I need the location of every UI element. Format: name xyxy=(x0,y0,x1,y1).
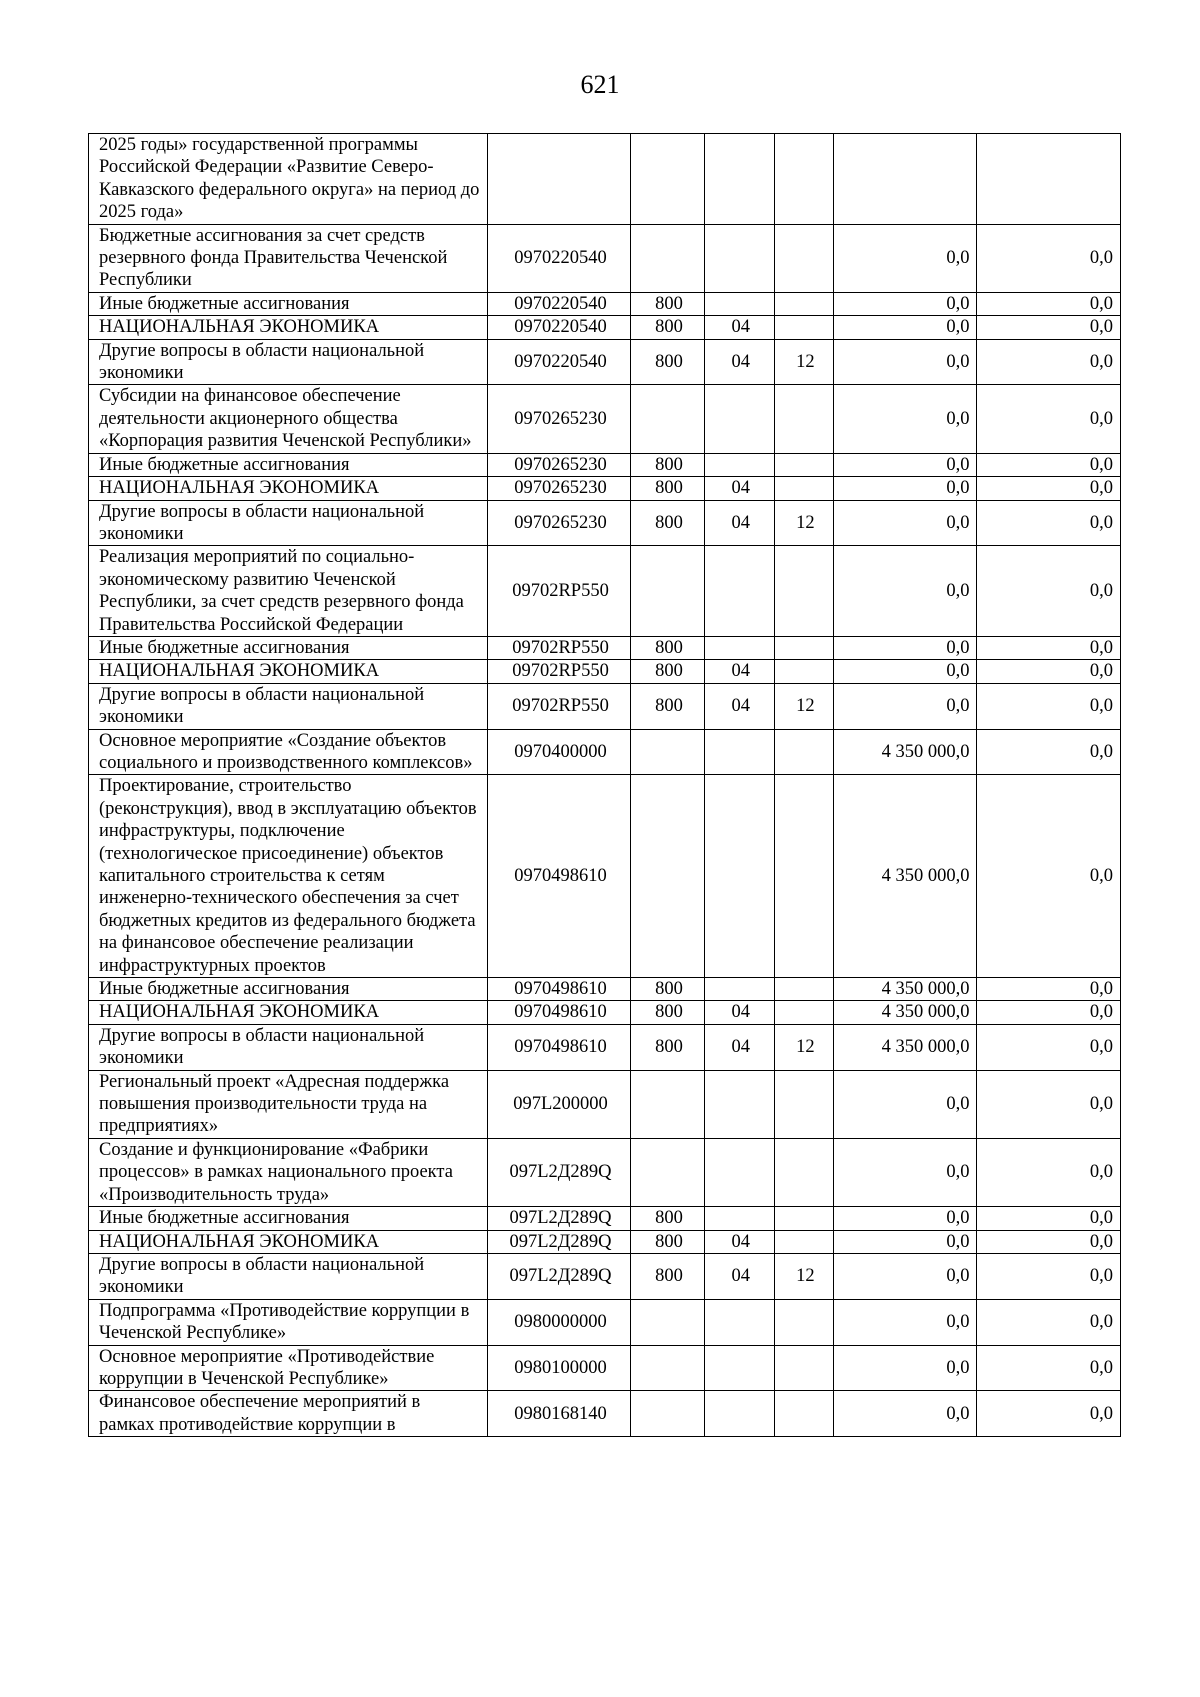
target-code: 097L2Д289Q xyxy=(487,1230,631,1253)
table-row xyxy=(89,500,1121,546)
section-code xyxy=(704,1299,774,1345)
subsection-code xyxy=(774,1138,833,1206)
amount-year-2: 0,0 xyxy=(977,660,1121,683)
subsection-code xyxy=(774,1230,833,1253)
section-code xyxy=(704,546,774,637)
target-code: 097L2Д289Q xyxy=(487,1138,631,1206)
expense-type-code xyxy=(631,729,704,775)
expense-type-code: 800 xyxy=(631,316,704,339)
expense-type-code xyxy=(631,385,704,453)
target-code: 0970220540 xyxy=(487,292,631,315)
expense-type-code xyxy=(631,1299,704,1345)
amount-year-2: 0,0 xyxy=(977,683,1121,729)
expense-type-code xyxy=(631,546,704,637)
amount-year-2: 0,0 xyxy=(977,339,1121,385)
table-row xyxy=(89,660,1121,683)
target-code: 09702RP550 xyxy=(487,683,631,729)
section-code xyxy=(704,775,774,978)
amount-year-2: 0,0 xyxy=(977,1253,1121,1299)
section-code xyxy=(704,1391,774,1437)
amount-year-2 xyxy=(977,134,1121,225)
table-row xyxy=(89,477,1121,500)
expense-type-code xyxy=(631,1138,704,1206)
table-row xyxy=(89,1345,1121,1391)
target-code: 0980000000 xyxy=(487,1299,631,1345)
row-name: Реализация мероприятий по социально-экономическому развитию Чеченской Республики, за счет средств резервного фонда Правительства Российской Федерации xyxy=(89,546,488,637)
amount-year-1: 0,0 xyxy=(833,1138,977,1206)
row-name: Другие вопросы в области национальной экономики xyxy=(89,339,488,385)
section-code xyxy=(704,729,774,775)
budget-table xyxy=(88,133,1121,1437)
row-name: Бюджетные ассигнования за счет средств резервного фонда Правительства Чеченской Республики xyxy=(89,224,488,292)
amount-year-1: 0,0 xyxy=(833,636,977,659)
target-code: 09702RP550 xyxy=(487,660,631,683)
amount-year-1: 0,0 xyxy=(833,292,977,315)
subsection-code xyxy=(774,224,833,292)
table-row xyxy=(89,453,1121,476)
row-name: Иные бюджетные ассигнования xyxy=(89,978,488,1001)
expense-type-code xyxy=(631,1070,704,1138)
section-code: 04 xyxy=(704,1253,774,1299)
expense-type-code xyxy=(631,1391,704,1437)
subsection-code xyxy=(774,385,833,453)
row-name: НАЦИОНАЛЬНАЯ ЭКОНОМИКА xyxy=(89,1230,488,1253)
amount-year-1: 0,0 xyxy=(833,660,977,683)
table-row xyxy=(89,729,1121,775)
row-name: Основное мероприятие «Создание объектов социального и производственного комплексов» xyxy=(89,729,488,775)
section-code xyxy=(704,1138,774,1206)
amount-year-2: 0,0 xyxy=(977,636,1121,659)
row-name: Региональный проект «Адресная поддержка повышения производительности труда на предприятиях» xyxy=(89,1070,488,1138)
subsection-code xyxy=(774,660,833,683)
subsection-code xyxy=(774,1391,833,1437)
section-code xyxy=(704,1070,774,1138)
expense-type-code: 800 xyxy=(631,500,704,546)
expense-type-code: 800 xyxy=(631,339,704,385)
table-row xyxy=(89,683,1121,729)
expense-type-code: 800 xyxy=(631,477,704,500)
target-code: 0970400000 xyxy=(487,729,631,775)
subsection-code xyxy=(774,729,833,775)
amount-year-1: 4 350 000,0 xyxy=(833,1001,977,1024)
row-name: Другие вопросы в области национальной экономики xyxy=(89,1253,488,1299)
subsection-code xyxy=(774,316,833,339)
subsection-code xyxy=(774,1207,833,1230)
target-code: 0970498610 xyxy=(487,1001,631,1024)
amount-year-1: 0,0 xyxy=(833,1230,977,1253)
subsection-code xyxy=(774,1070,833,1138)
row-name: Финансовое обеспечение мероприятий в рамках противодействие коррупции в xyxy=(89,1391,488,1437)
row-name: Создание и функционирование «Фабрики процессов» в рамках национального проекта «Производительность труда» xyxy=(89,1138,488,1206)
amount-year-2: 0,0 xyxy=(977,385,1121,453)
expense-type-code: 800 xyxy=(631,1207,704,1230)
table-row xyxy=(89,775,1121,978)
row-name: Другие вопросы в области национальной экономики xyxy=(89,683,488,729)
target-code: 0970498610 xyxy=(487,775,631,978)
table-row xyxy=(89,316,1121,339)
amount-year-2: 0,0 xyxy=(977,1207,1121,1230)
target-code: 0970265230 xyxy=(487,477,631,500)
expense-type-code: 800 xyxy=(631,978,704,1001)
target-code: 0970220540 xyxy=(487,339,631,385)
subsection-code xyxy=(774,292,833,315)
target-code: 09702RP550 xyxy=(487,636,631,659)
row-name: Субсидии на финансовое обеспечение деятельности акционерного общества «Корпорация развития Чеченской Республики» xyxy=(89,385,488,453)
page-number: 621 xyxy=(580,70,620,99)
amount-year-1: 0,0 xyxy=(833,1391,977,1437)
section-code: 04 xyxy=(704,316,774,339)
amount-year-2: 0,0 xyxy=(977,1070,1121,1138)
row-name: НАЦИОНАЛЬНАЯ ЭКОНОМИКА xyxy=(89,316,488,339)
section-code: 04 xyxy=(704,1024,774,1070)
target-code: 0970220540 xyxy=(487,224,631,292)
section-code: 04 xyxy=(704,683,774,729)
expense-type-code: 800 xyxy=(631,453,704,476)
amount-year-1: 4 350 000,0 xyxy=(833,978,977,1001)
subsection-code xyxy=(774,1001,833,1024)
target-code: 0970498610 xyxy=(487,1024,631,1070)
amount-year-1: 0,0 xyxy=(833,1299,977,1345)
target-code: 0980168140 xyxy=(487,1391,631,1437)
amount-year-1: 0,0 xyxy=(833,1253,977,1299)
table-row xyxy=(89,339,1121,385)
section-code: 04 xyxy=(704,660,774,683)
subsection-code: 12 xyxy=(774,339,833,385)
amount-year-1: 0,0 xyxy=(833,477,977,500)
subsection-code: 12 xyxy=(774,683,833,729)
section-code: 04 xyxy=(704,339,774,385)
row-name: НАЦИОНАЛЬНАЯ ЭКОНОМИКА xyxy=(89,1001,488,1024)
expense-type-code: 800 xyxy=(631,1230,704,1253)
table-row xyxy=(89,1024,1121,1070)
expense-type-code xyxy=(631,134,704,225)
row-name: Подпрограмма «Противодействие коррупции в Чеченской Республике» xyxy=(89,1299,488,1345)
amount-year-2: 0,0 xyxy=(977,316,1121,339)
target-code: 0980100000 xyxy=(487,1345,631,1391)
section-code: 04 xyxy=(704,500,774,546)
target-code xyxy=(487,134,631,225)
subsection-code xyxy=(774,477,833,500)
subsection-code xyxy=(774,546,833,637)
amount-year-1: 0,0 xyxy=(833,683,977,729)
amount-year-1: 0,0 xyxy=(833,1207,977,1230)
section-code: 04 xyxy=(704,477,774,500)
target-code: 0970265230 xyxy=(487,453,631,476)
section-code xyxy=(704,453,774,476)
subsection-code xyxy=(774,134,833,225)
subsection-code xyxy=(774,1345,833,1391)
amount-year-2: 0,0 xyxy=(977,1345,1121,1391)
subsection-code xyxy=(774,453,833,476)
target-code: 0970265230 xyxy=(487,385,631,453)
expense-type-code xyxy=(631,775,704,978)
section-code xyxy=(704,385,774,453)
amount-year-1: 0,0 xyxy=(833,316,977,339)
target-code: 097L2Д289Q xyxy=(487,1207,631,1230)
target-code: 0970265230 xyxy=(487,500,631,546)
table-row xyxy=(89,224,1121,292)
amount-year-1: 0,0 xyxy=(833,1070,977,1138)
amount-year-1: 0,0 xyxy=(833,500,977,546)
subsection-code xyxy=(774,978,833,1001)
amount-year-1: 0,0 xyxy=(833,1345,977,1391)
section-code xyxy=(704,134,774,225)
row-name: Основное мероприятие «Противодействие коррупции в Чеченской Республике» xyxy=(89,1345,488,1391)
amount-year-2: 0,0 xyxy=(977,1230,1121,1253)
section-code: 04 xyxy=(704,1230,774,1253)
row-name: НАЦИОНАЛЬНАЯ ЭКОНОМИКА xyxy=(89,477,488,500)
subsection-code: 12 xyxy=(774,1253,833,1299)
amount-year-2: 0,0 xyxy=(977,224,1121,292)
amount-year-2: 0,0 xyxy=(977,1001,1121,1024)
table-row xyxy=(89,134,1121,225)
row-name: Проектирование, строительство (реконструкция), ввод в эксплуатацию объектов инфраструктуры, подключение (технологическое присоединение) объектов капитального строительства к сетям инженерно-технического обеспечения за счет бюджетных кредитов из федерального бюджета на финансовое обеспечение реализации инфраструктурных проектов xyxy=(89,775,488,978)
section-code xyxy=(704,292,774,315)
amount-year-1: 4 350 000,0 xyxy=(833,729,977,775)
row-name: Другие вопросы в области национальной экономики xyxy=(89,500,488,546)
row-name: 2025 годы» государственной программы Российской Федерации «Развитие Северо-Кавказского федерального округа» на период до 2025 года» xyxy=(89,134,488,225)
table-row xyxy=(89,1299,1121,1345)
expense-type-code: 800 xyxy=(631,660,704,683)
expense-type-code xyxy=(631,1345,704,1391)
section-code: 04 xyxy=(704,1001,774,1024)
amount-year-1: 0,0 xyxy=(833,224,977,292)
section-code xyxy=(704,224,774,292)
row-name: Другие вопросы в области национальной экономики xyxy=(89,1024,488,1070)
amount-year-2: 0,0 xyxy=(977,1138,1121,1206)
target-code: 097L2Д289Q xyxy=(487,1253,631,1299)
amount-year-2: 0,0 xyxy=(977,978,1121,1001)
row-name: Иные бюджетные ассигнования xyxy=(89,292,488,315)
amount-year-1: 0,0 xyxy=(833,339,977,385)
amount-year-2: 0,0 xyxy=(977,477,1121,500)
table-row xyxy=(89,1391,1121,1437)
amount-year-2: 0,0 xyxy=(977,729,1121,775)
table-row xyxy=(89,1001,1121,1024)
table-row xyxy=(89,978,1121,1001)
row-name: Иные бюджетные ассигнования xyxy=(89,453,488,476)
section-code xyxy=(704,636,774,659)
amount-year-1: 0,0 xyxy=(833,546,977,637)
amount-year-2: 0,0 xyxy=(977,500,1121,546)
subsection-code xyxy=(774,636,833,659)
subsection-code xyxy=(774,1299,833,1345)
table-row xyxy=(89,292,1121,315)
table-row xyxy=(89,636,1121,659)
table-row xyxy=(89,546,1121,637)
target-code: 0970498610 xyxy=(487,978,631,1001)
target-code: 0970220540 xyxy=(487,316,631,339)
amount-year-2: 0,0 xyxy=(977,546,1121,637)
amount-year-2: 0,0 xyxy=(977,453,1121,476)
table-row xyxy=(89,1070,1121,1138)
expense-type-code: 800 xyxy=(631,683,704,729)
row-name: Иные бюджетные ассигнования xyxy=(89,636,488,659)
amount-year-1: 0,0 xyxy=(833,453,977,476)
target-code: 097L200000 xyxy=(487,1070,631,1138)
subsection-code: 12 xyxy=(774,1024,833,1070)
amount-year-2: 0,0 xyxy=(977,775,1121,978)
amount-year-2: 0,0 xyxy=(977,1391,1121,1437)
amount-year-2: 0,0 xyxy=(977,292,1121,315)
amount-year-2: 0,0 xyxy=(977,1024,1121,1070)
subsection-code: 12 xyxy=(774,500,833,546)
section-code xyxy=(704,978,774,1001)
expense-type-code xyxy=(631,224,704,292)
table-row xyxy=(89,1207,1121,1230)
section-code xyxy=(704,1345,774,1391)
expense-type-code: 800 xyxy=(631,1024,704,1070)
target-code: 09702RP550 xyxy=(487,546,631,637)
expense-type-code: 800 xyxy=(631,636,704,659)
amount-year-1: 4 350 000,0 xyxy=(833,1024,977,1070)
table-row xyxy=(89,1230,1121,1253)
section-code xyxy=(704,1207,774,1230)
table-row xyxy=(89,1253,1121,1299)
row-name: Иные бюджетные ассигнования xyxy=(89,1207,488,1230)
amount-year-1 xyxy=(833,134,977,225)
table-row xyxy=(89,385,1121,453)
amount-year-2: 0,0 xyxy=(977,1299,1121,1345)
row-name: НАЦИОНАЛЬНАЯ ЭКОНОМИКА xyxy=(89,660,488,683)
table-row xyxy=(89,1138,1121,1206)
amount-year-1: 0,0 xyxy=(833,385,977,453)
expense-type-code: 800 xyxy=(631,1001,704,1024)
expense-type-code: 800 xyxy=(631,292,704,315)
amount-year-1: 4 350 000,0 xyxy=(833,775,977,978)
expense-type-code: 800 xyxy=(631,1253,704,1299)
subsection-code xyxy=(774,775,833,978)
